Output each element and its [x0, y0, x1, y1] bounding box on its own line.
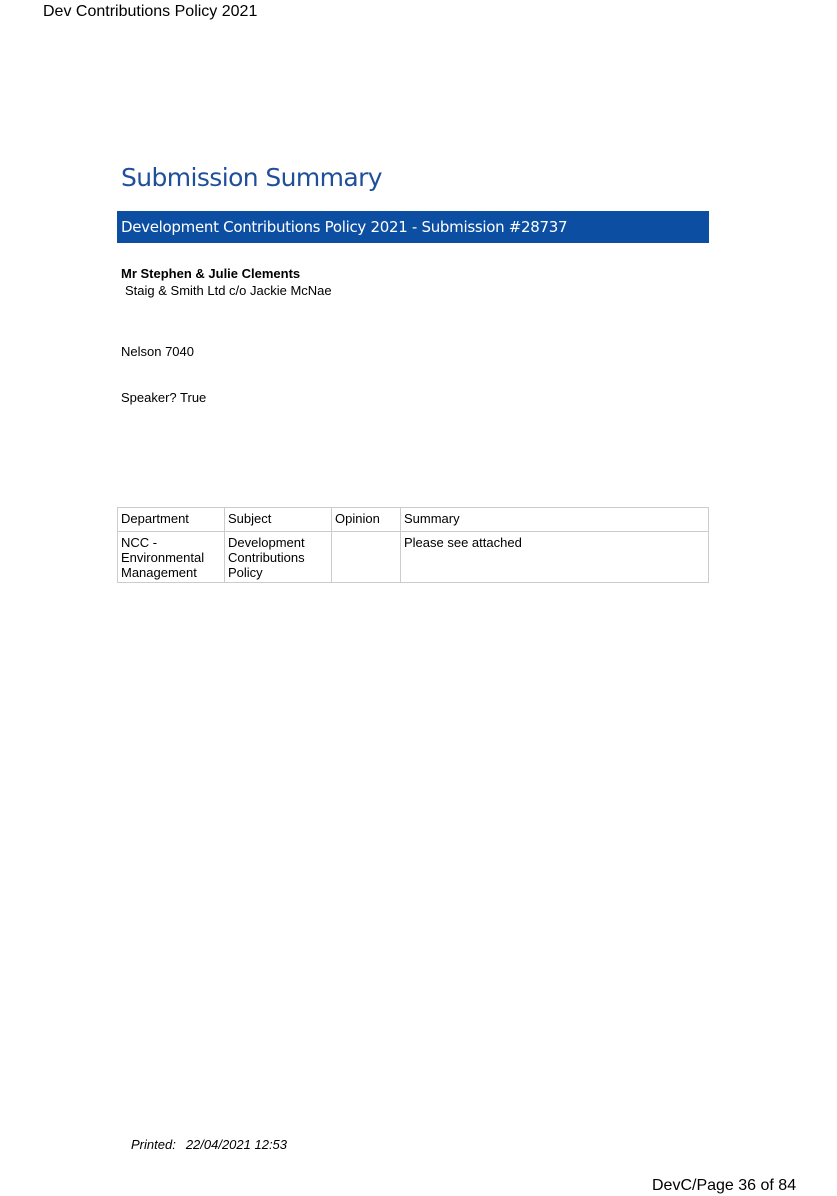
department-line: Environmental [121, 550, 205, 565]
document-header: Dev Contributions Policy 2021 [43, 3, 258, 20]
submitter-city: Nelson 7040 [121, 344, 194, 359]
submitter-name: Mr Stephen & Julie Clements [121, 266, 301, 281]
submitter-organisation: Staig & Smith Ltd c/o Jackie McNae [125, 283, 332, 298]
speaker-status: Speaker? True [121, 390, 207, 405]
page-title: Submission Summary [121, 163, 382, 192]
subject-line: Contributions [228, 550, 305, 565]
cell-department [118, 532, 225, 583]
printed-label: Printed: [131, 1137, 176, 1152]
table-row [118, 532, 709, 583]
cell-subject [225, 532, 332, 583]
page-number: DevC/Page 36 of 84 [652, 1177, 797, 1194]
header-summary: Summary [401, 508, 709, 532]
header-subject: Subject [225, 508, 332, 532]
subject-line: Development [228, 535, 305, 550]
subject-line: Policy [228, 565, 263, 580]
department-line: NCC - [121, 535, 158, 550]
header-department: Department [118, 508, 225, 532]
department-line: Management [121, 565, 197, 580]
printed-date: 22/04/2021 12:53 [185, 1137, 288, 1152]
submission-banner: Development Contributions Policy 2021 - Submission #28737 [117, 211, 709, 243]
cell-opinion [332, 532, 401, 583]
table-header-row [118, 508, 709, 532]
header-opinion: Opinion [332, 508, 401, 532]
submission-table [117, 507, 709, 583]
printed-timestamp [131, 1137, 287, 1153]
cell-summary: Please see attached [401, 532, 709, 583]
